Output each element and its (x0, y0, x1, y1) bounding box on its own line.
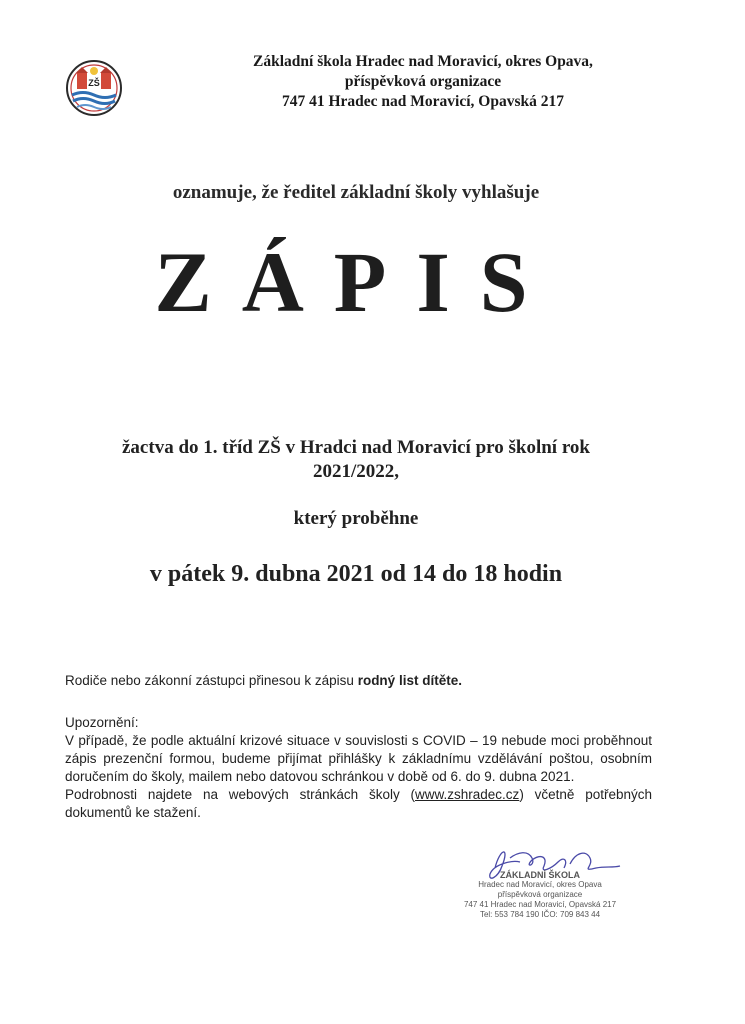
stamp-line-1: Hradec nad Moravicí, okres Opava (478, 880, 602, 889)
notice-paragraph-1: V případě, že podle aktuální krizové situace v souvislosti s COVID – 19 nebude moci proběhnout zápis prezenční formou, budeme přijímat přihlášky k základnímu vzdělávání poštou, osobním doručením do školy, mailem nebo datovou schránkou v době od 6. do 9. dubna 2021. (65, 733, 652, 784)
notice-section (65, 714, 652, 822)
parents-note-text: Rodiče nebo zákonní zástupci přinesou k zápisu (65, 673, 358, 688)
stamp-name: ZÁKLADNÍ ŠKOLA (500, 870, 580, 880)
stamp-line-2: příspěvková organizace (497, 890, 583, 899)
when-intro: který proběhne (293, 508, 419, 529)
notice-paragraph-2-prefix: Podrobnosti najdete na webových stránkách školy ( (65, 787, 416, 802)
enrollment-datetime: v pátek 9. dubna 2021 od 14 do 18 hodin (149, 561, 563, 587)
school-logo (64, 59, 124, 117)
logo-text: ZŠ (88, 78, 100, 88)
announcement: oznamuje, že ředitel základní školy vyhlašuje (172, 182, 540, 203)
pupils-line-1: žactva do 1. tříd ZŠ v Hradci nad Moravicí pro školní rok (122, 437, 590, 458)
school-stamp (440, 870, 640, 920)
parents-note (65, 672, 652, 690)
header-line-2: příspěvková organizace (344, 73, 502, 90)
website-link[interactable]: www.zshradec.cz (415, 787, 520, 802)
stamp-line-3: 747 41 Hradec nad Moravicí, Opavská 217 (463, 900, 617, 909)
notice-paragraph-2-suffix: ) včetně potřebných dokumentů ke stažení. (65, 787, 652, 820)
notice-heading: Upozornění: (65, 715, 139, 730)
stamp-line-4: Tel: 553 784 190 IČO: 709 843 44 (479, 910, 601, 919)
notice-paragraph-2 (65, 786, 652, 822)
parents-note-bold: rodný list dítěte. (357, 673, 462, 688)
header-line-1: Základní škola Hradec nad Moravicí, okres Opava, (253, 53, 593, 70)
header-line-3: 747 41 Hradec nad Moravicí, Opavská 217 (281, 93, 564, 110)
document-title: ZÁPIS (154, 234, 558, 330)
pupils-line-2: 2021/2022, (312, 461, 400, 482)
pupils-info (0, 436, 712, 484)
school-header (188, 52, 658, 112)
